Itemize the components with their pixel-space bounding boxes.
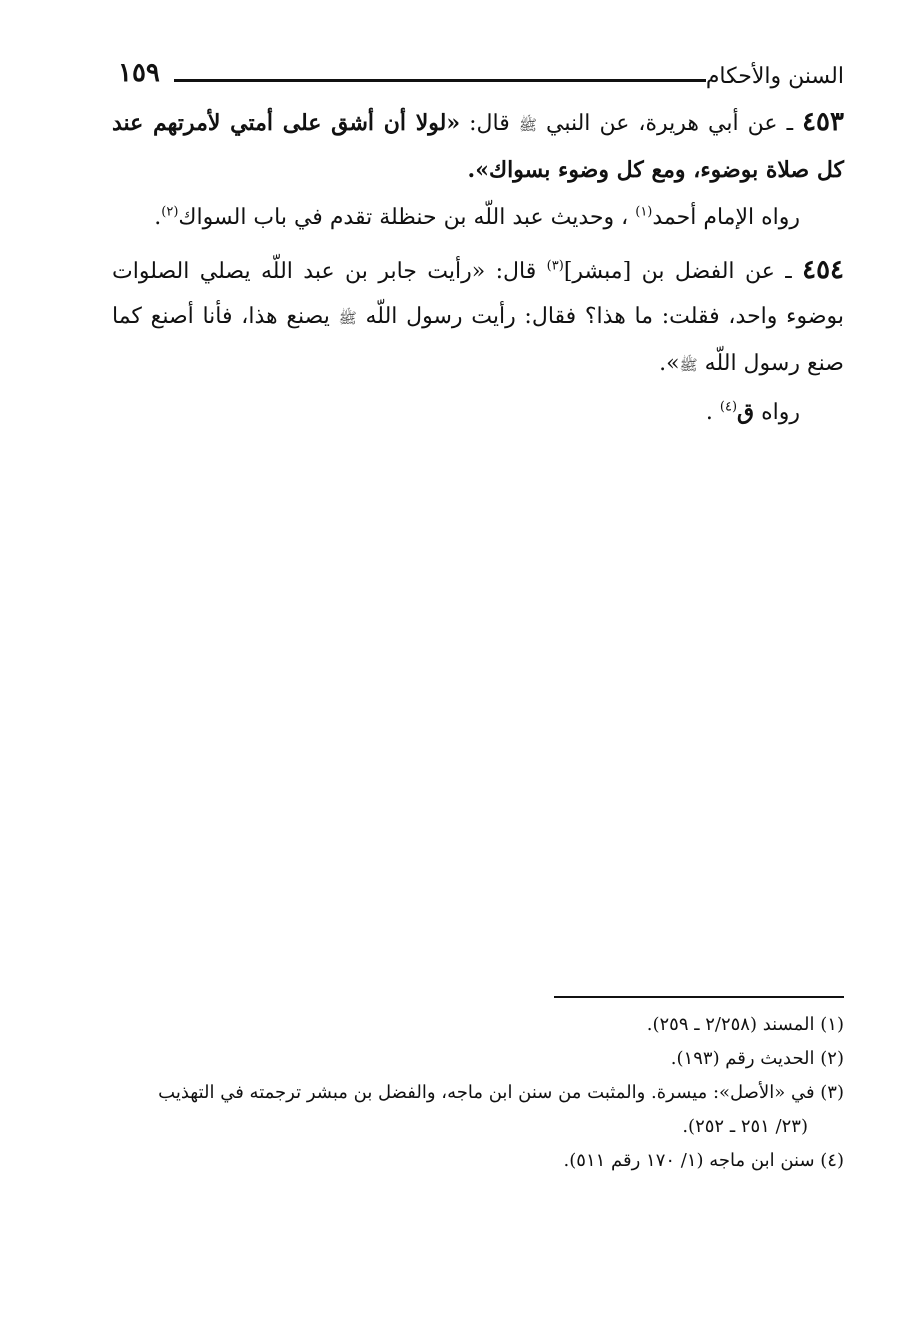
source-end: .: [154, 205, 162, 230]
hadith-isnad: ـ عن أبي هريرة، عن النبي: [545, 111, 794, 136]
said-word: قال:: [469, 111, 510, 136]
source-text: رواه الإمام أحمد: [652, 205, 800, 230]
source-symbol: ق: [737, 399, 755, 425]
footnote: (١) المسند (٢/٢٥٨ ـ ٢٥٩).: [646, 1014, 844, 1035]
hadith-matn: يصنع هذا، فأنا أصنع كما صنع رسول اللّه: [112, 304, 844, 376]
footnote-ref: (٢): [161, 204, 179, 220]
footnote-continuation: (٢٣/ ٢٥١ ـ ٢٥٢).: [682, 1116, 808, 1137]
hadith-number: ٤٥٣: [802, 107, 844, 137]
hadith-entry: [112, 100, 844, 193]
source-text: رواه: [761, 400, 800, 425]
page-body: [112, 100, 844, 435]
hadith-number: ٤٥٤: [802, 255, 845, 285]
footnote-ref: (١): [635, 204, 653, 220]
footnote-ref: (٣): [546, 258, 564, 274]
running-header: [112, 58, 844, 94]
honorific-symbol: ﷺ: [518, 116, 537, 134]
matn-end: ».: [659, 351, 680, 376]
book-page: [112, 52, 844, 1282]
footnote: (٣) في «الأصل»: ميسرة. والمثبت من سنن ابن ماجه، والفضل بن مبشر ترجمته في التهذيب: [158, 1082, 844, 1103]
footnote: (٤) سنن ابن ماجه (١/ ١٧٠ رقم ٥١١).: [563, 1150, 844, 1171]
footnotes: [112, 1008, 844, 1178]
hadith-source: [112, 390, 844, 435]
hadith-source: [112, 195, 844, 240]
header-rule: [174, 79, 706, 82]
hadith-matn: «لولا أن أشق على أمتي لأمرتهم عند كل صلاة بوضوء، ومع كل وضوء بسواك».: [112, 110, 844, 183]
hadith-isnad: ـ عن الفضل بن [مبشر]: [563, 259, 792, 284]
honorific-symbol: ﷺ: [679, 356, 698, 374]
footnote-ref: (٤): [719, 399, 738, 415]
hadith-matn: قال: «رأيت جابر بن عبد اللّه يصلي الصلوات بوضوء واحد، فقلت: ما هذا؟ فقال: رأيت رسول اللّه: [112, 259, 845, 329]
hadith-entry: [112, 248, 844, 388]
page-number: ١٥٩: [118, 58, 160, 88]
footnote: (٢) الحديث رقم (١٩٣).: [670, 1048, 844, 1069]
honorific-symbol: ﷺ: [338, 309, 357, 327]
source-end: .: [705, 400, 713, 425]
source-text: ، وحديث عبد اللّه بن حنظلة تقدم في باب السواك: [178, 205, 629, 230]
footnote-rule: [554, 996, 844, 998]
chapter-title: السنن والأحكام: [705, 64, 844, 89]
